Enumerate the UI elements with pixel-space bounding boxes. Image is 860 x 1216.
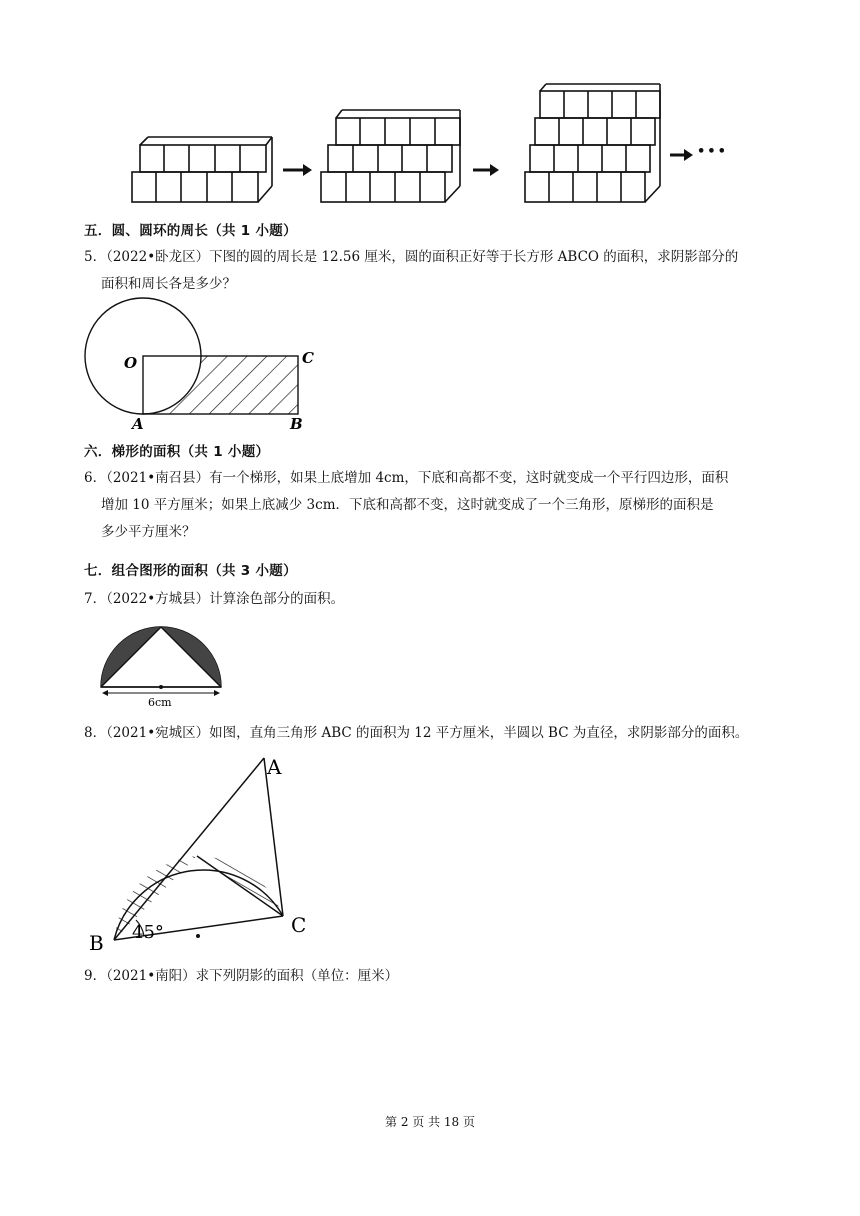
angle-45: 45° [132, 922, 164, 943]
triangle-semicircle-figure [84, 748, 344, 958]
staircase-figure [0, 0, 860, 210]
question-9: 9．（2021•南阳）求下列阴影的面积（单位：厘米） [84, 968, 399, 984]
question-5-line-1: 5．（2022•卧龙区）下图的圆的周长是 12.56 厘米，圆的面积正好等于长方形 ABCO 的面积，求阴影部分的 [84, 249, 739, 265]
semicircle-figure [98, 622, 238, 709]
question-6-line-1: 6．（2021•南召县）有一个梯形，如果上底增加 4cm，下底和高都不变，这时就变成一个平行四边形，面积 [84, 470, 729, 486]
label-A: A [267, 755, 282, 779]
circle-rectangle-figure [80, 305, 340, 435]
section-5-heading: 五．圆、圆环的周长（共 1 小题） [84, 223, 297, 239]
section-6-heading: 六．梯形的面积（共 1 小题） [84, 444, 270, 460]
question-5-line-2: 面积和周长各是多少？ [101, 276, 236, 292]
section-7-heading: 七．组合图形的面积（共 3 小题） [84, 563, 297, 579]
label-O: O [124, 354, 138, 372]
label-C: C [302, 349, 314, 367]
label-B: B [89, 931, 104, 955]
question-6-line-3: 多少平方厘米？ [101, 524, 196, 540]
question-7: 7．（2022•方城县）计算涂色部分的面积。 [84, 591, 345, 607]
label-C: C [291, 913, 307, 937]
label-A: A [132, 415, 144, 433]
dimension-6cm: 6cm [148, 696, 172, 709]
ellipsis-dots: ••• [697, 144, 728, 159]
label-B: B [290, 415, 303, 433]
question-8: 8．（2021•宛城区）如图，直角三角形 ABC 的面积为 12 平方厘米，半圆以 BC 为直径，求阴影部分的面积。 [84, 725, 749, 741]
question-6-line-2: 增加 10 平方厘米；如果上底减少 3cm．下底和高都不变，这时就变成了一个三角形，原梯形的面积是 [101, 497, 714, 513]
page-number: 第 2 页 共 18 页 [385, 1115, 475, 1129]
